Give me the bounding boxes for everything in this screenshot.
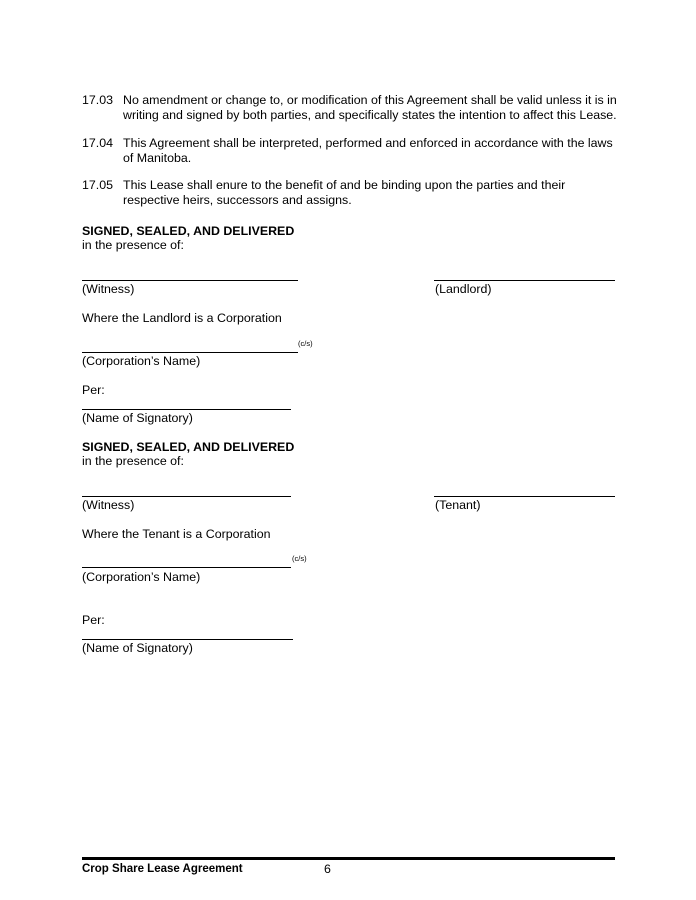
landlord-corporate-seal-mark: (c/s) [298,339,313,348]
tenant-corporate-seal-mark: (c/s) [292,554,307,563]
landlord-corporation-name-line[interactable] [82,352,298,353]
footer-rule [82,857,615,860]
landlord-per-label: Per: [82,383,105,397]
landlord-presence-text: in the presence of: [82,238,184,252]
tenant-witness-label: (Witness) [82,498,135,512]
clause-number: 17.04 [82,136,114,150]
clause-number: 17.05 [82,178,114,192]
tenant-label: (Tenant) [435,498,481,512]
tenant-signature-line[interactable] [434,496,615,497]
tenant-corporation-note: Where the Tenant is a Corporation [82,527,271,541]
tenant-per-label: Per: [82,613,105,627]
landlord-witness-label: (Witness) [82,282,135,296]
landlord-label: (Landlord) [435,282,492,296]
landlord-corporation-name-label: (Corporation’s Name) [82,354,201,368]
tenant-signatory-line[interactable] [82,639,293,640]
clause-text: This Lease shall enure to the benefit of and be binding upon the parties and their respective heirs, successors and assigns. [123,178,566,207]
landlord-corporation-note: Where the Landlord is a Corporation [82,311,282,325]
tenant-signed-heading: SIGNED, SEALED, AND DELIVERED [82,440,295,454]
landlord-signatory-line[interactable] [82,409,291,410]
tenant-signatory-label: (Name of Signatory) [82,641,193,655]
landlord-witness-signature-line[interactable] [82,280,298,281]
clause-number: 17.03 [82,93,114,107]
landlord-signature-line[interactable] [434,280,615,281]
landlord-signed-heading: SIGNED, SEALED, AND DELIVERED [82,224,295,238]
tenant-presence-text: in the presence of: [82,454,184,468]
footer-title: Crop Share Lease Agreement [82,863,243,875]
clause-text: This Agreement shall be interpreted, performed and enforced in accordance with the laws of Manitoba. [123,136,613,165]
tenant-witness-signature-line[interactable] [82,496,291,497]
clause-text: No amendment or change to, or modification of this Agreement shall be valid unless it is in writing and signed by both parties, and specifically states the intention to affect this Lease. [123,93,617,122]
page-number: 6 [324,862,331,876]
landlord-signatory-label: (Name of Signatory) [82,411,193,425]
tenant-corporation-name-label: (Corporation’s Name) [82,570,201,584]
tenant-corporation-name-line[interactable] [82,567,291,568]
